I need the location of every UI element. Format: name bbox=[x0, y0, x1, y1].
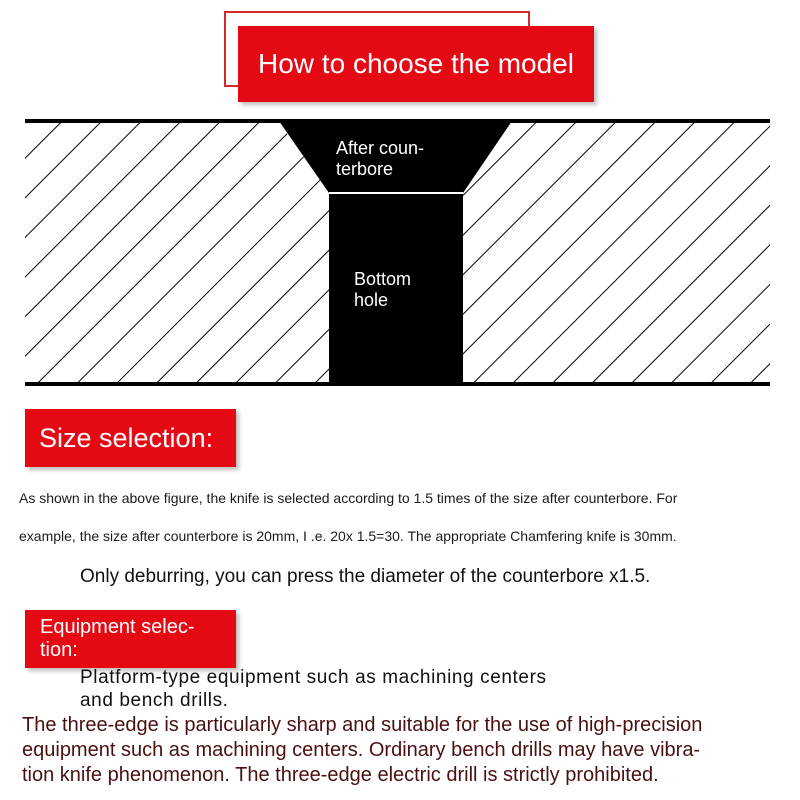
hole-label-line2: hole bbox=[354, 290, 389, 310]
size-selection-label-text: Size selection: bbox=[39, 422, 214, 453]
warning-text bbox=[22, 713, 792, 788]
hole-label-line1: Bottom bbox=[354, 269, 412, 289]
left-material-hatch bbox=[25, 122, 335, 384]
counterbore-diagram bbox=[25, 118, 770, 388]
bottom-hole-shape bbox=[329, 193, 463, 386]
equipment-label-line1: Equipment selec- bbox=[40, 616, 195, 638]
equipment-text-line2: and bench drills. bbox=[80, 690, 229, 711]
equipment-text bbox=[80, 666, 547, 712]
equipment-label-line2: tion: bbox=[40, 639, 78, 661]
title-banner bbox=[238, 26, 594, 102]
equipment-selection-label bbox=[25, 610, 236, 668]
page-title: How to choose the model bbox=[258, 48, 574, 79]
warning-line1: The three-edge is particularly sharp and suitable for the use of high-precision bbox=[22, 714, 703, 736]
counterbore-label-line1: After coun- bbox=[336, 138, 425, 158]
size-selection-label bbox=[25, 409, 236, 467]
equipment-text-line1: Platform-type equipment such as machining centers bbox=[80, 667, 547, 688]
size-text-line1: As shown in the above figure, the knife is selected according to 1.5 times of the size after counterbore. For bbox=[19, 490, 678, 506]
deburring-note: Only deburring, you can press the diameter of the counterbore x1.5. bbox=[80, 566, 651, 587]
warning-line3: tion knife phenomenon. The three-edge electric drill is strictly prohibited. bbox=[22, 764, 659, 786]
warning-line2: equipment such as machining centers. Ordinary bench drills may have vibra- bbox=[22, 739, 701, 761]
right-material-hatch bbox=[455, 122, 770, 384]
size-text-line2: example, the size after counterbore is 20mm, I .e. 20x 1.5=30. The appropriate Chamfering knife is 30mm. bbox=[19, 528, 677, 544]
counterbore-label-line2: terbore bbox=[336, 159, 394, 179]
